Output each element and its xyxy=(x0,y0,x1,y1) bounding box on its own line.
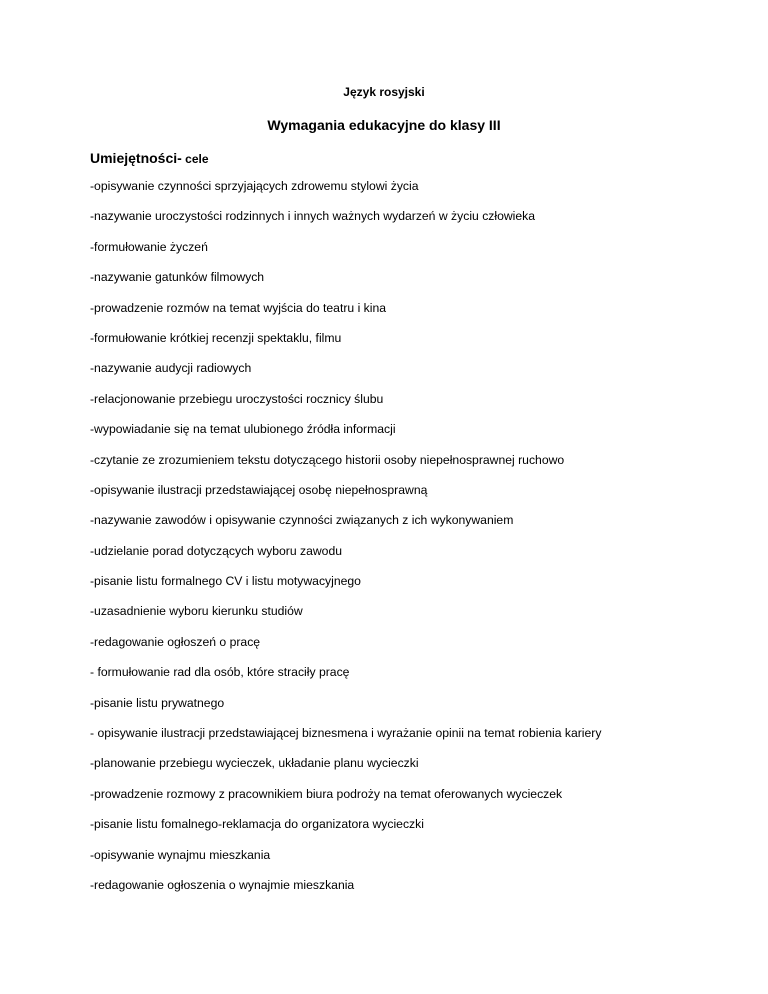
skill-item: -udzielanie porad dotyczących wyboru zawodu xyxy=(90,543,343,558)
skill-item: -relacjonowanie przebiegu uroczystości rocznicy ślubu xyxy=(90,391,384,406)
skill-item: -opisywanie wynajmu mieszkania xyxy=(90,847,271,862)
skill-item: - opisywanie ilustracji przedstawiającej biznesmena i wyrażanie opinii na temat robienia kariery xyxy=(90,726,602,741)
skill-item: -nazywanie zawodów i opisywanie czynności związanych z ich wykonywaniem xyxy=(90,513,514,528)
skill-item: -opisywanie czynności sprzyjających zdrowemu stylowi życia xyxy=(90,179,419,193)
skill-item: -pisanie listu prywatnego xyxy=(90,695,225,710)
skill-item: -prowadzenie rozmów na temat wyjścia do teatru i kina xyxy=(90,300,387,315)
skill-item: -nazywanie gatunków filmowych xyxy=(90,270,265,285)
skills-list xyxy=(90,179,750,908)
skill-item: -formułowanie życzeń xyxy=(90,239,208,254)
document-title: Wymagania edukacyjne do klasy III xyxy=(267,117,501,133)
skill-item: -pisanie listu formalnego CV i listu motywacyjnego xyxy=(90,574,361,589)
skill-item: -wypowiadanie się na temat ulubionego źródła informacji xyxy=(90,422,396,437)
section-heading xyxy=(90,150,209,166)
skill-item: -prowadzenie rozmowy z pracownikiem biura podroży na temat oferowanych wycieczek xyxy=(90,786,563,801)
section-heading-suffix: cele xyxy=(181,152,209,166)
document-subject: Język rosyjski xyxy=(343,85,425,99)
skill-item: -formułowanie krótkiej recenzji spektaklu, filmu xyxy=(90,330,342,345)
skill-item: -nazywanie audycji radiowych xyxy=(90,361,252,376)
skill-item: -planowanie przebiegu wycieczek, układanie planu wycieczki xyxy=(90,756,419,771)
skill-item: -redagowanie ogłoszenia o wynajmie mieszkania xyxy=(90,877,355,892)
skill-item: - formułowanie rad dla osób, które straciły pracę xyxy=(90,665,350,680)
skill-item: -redagowanie ogłoszeń o pracę xyxy=(90,634,261,649)
skill-item: -uzasadnienie wyboru kierunku studiów xyxy=(90,604,303,619)
skill-item: -czytanie ze zrozumieniem tekstu dotyczącego historii osoby niepełnosprawnej ruchowo xyxy=(90,452,565,467)
skill-item: -nazywanie uroczystości rodzinnych i innych ważnych wydarzeń w życiu człowieka xyxy=(90,209,536,224)
skill-item: -opisywanie ilustracji przedstawiającej osobę niepełnosprawną xyxy=(90,482,428,497)
skill-item: -pisanie listu fomalnego-reklamacja do organizatora wycieczki xyxy=(90,817,424,832)
section-heading-main: Umiejętności- xyxy=(90,150,182,166)
